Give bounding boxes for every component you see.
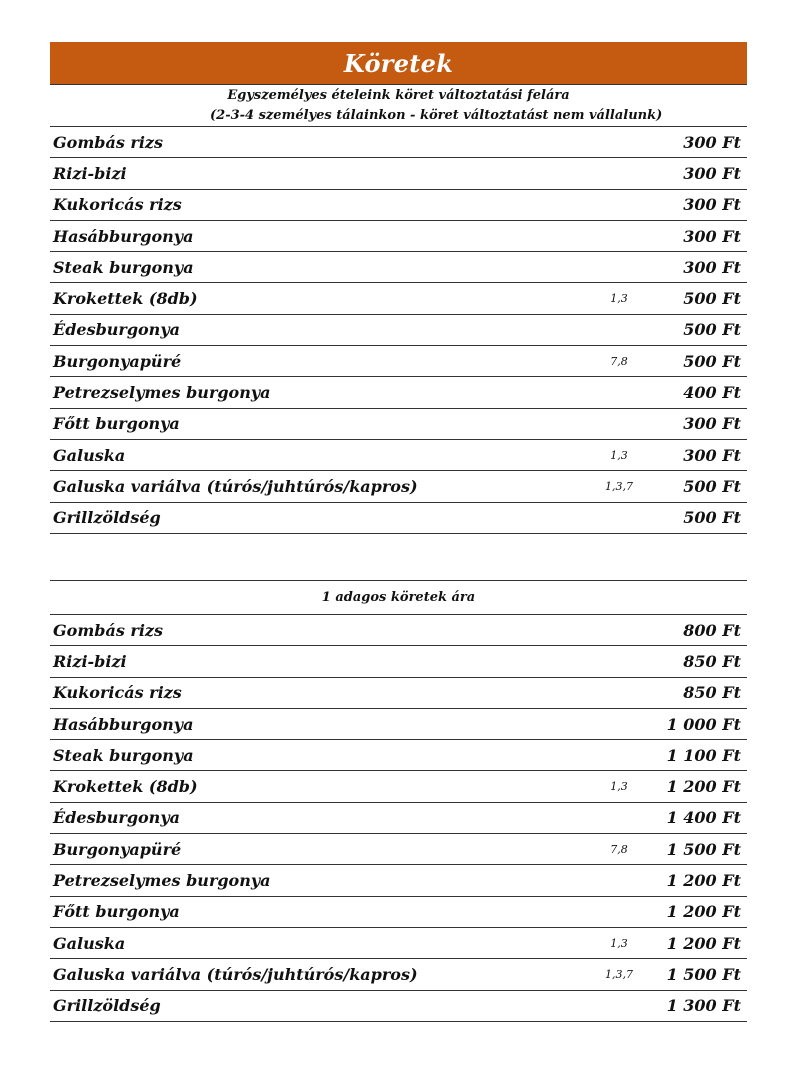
menu-row: [50, 864, 747, 895]
item-price: 500 Ft: [683, 289, 741, 309]
menu-row: [50, 157, 747, 188]
upcharge-intro: [50, 84, 747, 126]
item-name: Hasábburgonya: [53, 714, 194, 734]
menu-row: [50, 770, 747, 801]
item-price: 850 Ft: [683, 683, 741, 703]
menu-row: [50, 990, 747, 1021]
item-price: 300 Ft: [683, 226, 741, 246]
item-price: 500 Ft: [683, 320, 741, 340]
item-name: Gombás rizs: [53, 132, 163, 152]
item-name: Galuska variálva (túrós/juhtúrós/kapros): [53, 476, 418, 496]
item-price: 300 Ft: [683, 445, 741, 465]
item-allergens: 1,3,7: [605, 967, 633, 981]
item-name: Rizi-bizi: [53, 163, 127, 183]
item-name: Burgonyapüré: [53, 839, 182, 859]
menu-row: [50, 345, 747, 376]
menu-page-bottom: [50, 580, 747, 1022]
menu-row: [50, 470, 747, 501]
item-allergens: 1,3: [610, 936, 628, 950]
menu-row: [50, 927, 747, 958]
menu-row: [50, 502, 747, 533]
item-price: 400 Ft: [683, 383, 741, 403]
item-price: 1 400 Ft: [666, 808, 741, 828]
item-price: 300 Ft: [683, 163, 741, 183]
menu-row: [50, 739, 747, 770]
divider: [50, 533, 747, 534]
item-name: Galuska: [53, 933, 126, 953]
item-price: 1 500 Ft: [666, 964, 741, 984]
item-allergens: 1,3,7: [605, 479, 633, 493]
item-price: 300 Ft: [683, 414, 741, 434]
item-name: Petrezselymes burgonya: [53, 871, 271, 891]
menu-row: [50, 439, 747, 470]
menu-row: [50, 677, 747, 708]
menu-row: [50, 614, 747, 645]
item-allergens: 7,8: [610, 354, 628, 368]
item-name: Főtt burgonya: [53, 902, 180, 922]
menu-row: [50, 896, 747, 927]
item-name: Grillzöldség: [53, 508, 161, 528]
divider: [50, 1021, 747, 1022]
item-price: 300 Ft: [683, 132, 741, 152]
item-price: 1 300 Ft: [666, 996, 741, 1016]
item-price: 1 200 Ft: [666, 871, 741, 891]
portion-list: [50, 614, 747, 1021]
item-name: Krokettek (8db): [53, 289, 198, 309]
menu-row: [50, 408, 747, 439]
item-name: Rizi-bizi: [53, 651, 127, 671]
item-name: Hasábburgonya: [53, 226, 194, 246]
menu-page-top: [50, 42, 747, 534]
page-title: Köretek: [343, 48, 454, 78]
item-name: Steak burgonya: [53, 745, 194, 765]
item-name: Burgonyapüré: [53, 351, 182, 371]
intro-line-2: (2-3-4 személyes tálainkon - köret változtatást nem vállalunk): [210, 108, 663, 123]
item-price: 300 Ft: [683, 195, 741, 215]
item-name: Édesburgonya: [53, 808, 180, 828]
menu-row: [50, 220, 747, 251]
item-allergens: 7,8: [610, 842, 628, 856]
upcharge-list: [50, 126, 747, 533]
item-price: 1 500 Ft: [666, 839, 741, 859]
section-header: [50, 42, 747, 84]
item-price: 500 Ft: [683, 476, 741, 496]
item-name: Steak burgonya: [53, 257, 194, 277]
item-allergens: 1,3: [610, 780, 628, 794]
item-name: Grillzöldség: [53, 996, 161, 1016]
item-price: 500 Ft: [683, 351, 741, 371]
item-allergens: 1,3: [610, 292, 628, 306]
portion-section-header: [50, 580, 747, 614]
item-name: Gombás rizs: [53, 620, 163, 640]
item-name: Édesburgonya: [53, 320, 180, 340]
menu-row: [50, 376, 747, 407]
item-name: Galuska: [53, 445, 126, 465]
menu-row: [50, 802, 747, 833]
item-name: Petrezselymes burgonya: [53, 383, 271, 403]
item-price: 1 100 Ft: [666, 745, 741, 765]
item-price: 300 Ft: [683, 257, 741, 277]
intro-line-1: Egyszemélyes ételeink köret változtatási felára: [227, 88, 570, 103]
item-name: Főtt burgonya: [53, 414, 180, 434]
item-price: 850 Ft: [683, 651, 741, 671]
item-name: Kukoricás rizs: [53, 683, 182, 703]
item-price: 1 200 Ft: [666, 933, 741, 953]
item-price: 1 200 Ft: [666, 777, 741, 797]
menu-row: [50, 282, 747, 313]
menu-row: [50, 645, 747, 676]
menu-row: [50, 833, 747, 864]
menu-row: [50, 958, 747, 989]
item-price: 1 000 Ft: [666, 714, 741, 734]
menu-row: [50, 708, 747, 739]
item-name: Krokettek (8db): [53, 777, 198, 797]
item-name: Kukoricás rizs: [53, 195, 182, 215]
item-price: 500 Ft: [683, 508, 741, 528]
menu-row: [50, 251, 747, 282]
item-name: Galuska variálva (túrós/juhtúrós/kapros): [53, 964, 418, 984]
menu-row: [50, 126, 747, 157]
portion-section-title: 1 adagos köretek ára: [321, 590, 476, 605]
item-allergens: 1,3: [610, 448, 628, 462]
menu-row: [50, 189, 747, 220]
item-price: 1 200 Ft: [666, 902, 741, 922]
item-price: 800 Ft: [683, 620, 741, 640]
menu-row: [50, 314, 747, 345]
